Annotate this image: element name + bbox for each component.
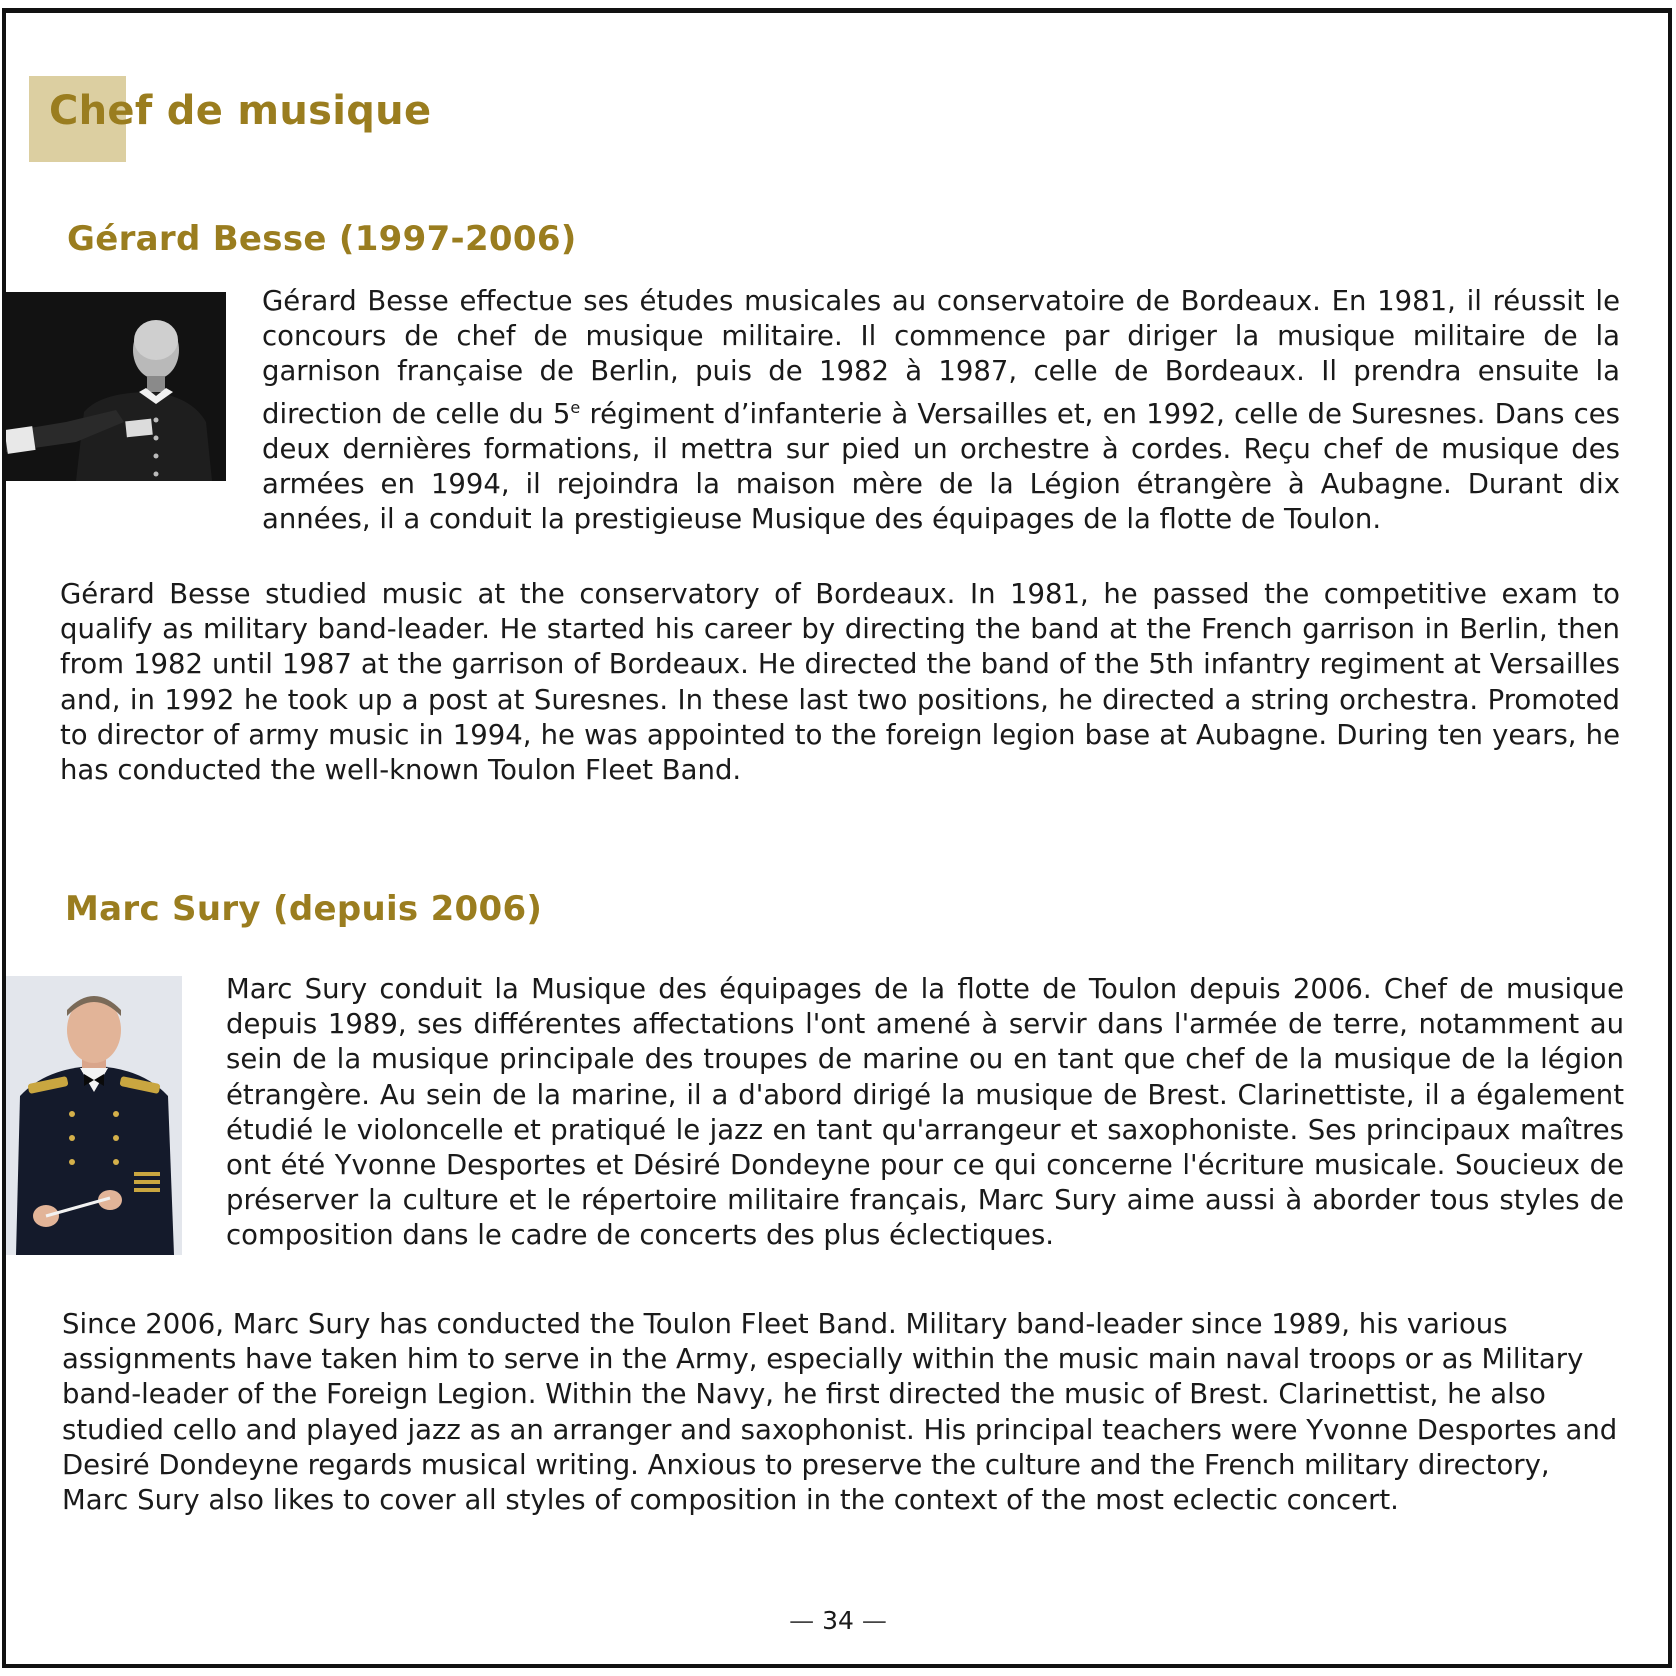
conductor-portrait-icon xyxy=(6,292,226,481)
ordinal-superscript: e xyxy=(570,397,581,417)
sury-portrait-photo xyxy=(6,976,182,1255)
page-number xyxy=(0,1606,1676,1635)
besse-bio-english: Gérard Besse studied music at the conservatory of Bordeaux. In 1981, he passed the competitive exam to qualify as military band-leader. He started his career by directing the band at the French garrison in Berlin, then from 1982 until 1987 at the garrison of Bordeaux. He directed the band of the 5th infantry regiment at Versailles and, in 1992 he took up a post at Suresnes. In these last two positions, he directed a string orchestra. Promoted to director of army music in 1994, he was appointed to the foreign legion base at Aubagne. During ten years, he has conducted the well-known Toulon Fleet Band. xyxy=(60,578,1620,787)
conductor-uniform-portrait-icon xyxy=(6,976,182,1255)
section-heading-besse: Gérard Besse (1997-2006) xyxy=(67,219,577,259)
besse-bio-french-part1: Gérard Besse effectue ses études musicales au conservatoire de Bordeaux. En 1981, il réussit le concours de chef de musique militaire. Il commence par diriger la musique militaire de la garnison française de Berlin, puis de 1982 à 1987, celle de Bordeaux. Il prendra ensuite la direction de celle du 5 xyxy=(262,285,1620,430)
page-number-value: 34 xyxy=(822,1606,854,1635)
besse-bio-french xyxy=(262,284,1620,538)
besse-portrait-photo xyxy=(6,292,226,481)
page-title: Chef de musique xyxy=(49,88,432,134)
besse-bio-french-part2: régiment d’infanterie à Versailles et, en 1992, celle de Suresnes. Dans ces deux dernières formations, il mettra sur pied un orchestre à cordes. Reçu chef de musique des armées en 1994, il rejoindra la maison mère de la Légion étrangère à Aubagne. Durant dix années, il a conduit la prestigieuse Musique des équipages de la flotte de Toulon. xyxy=(262,397,1620,536)
em-dash-left-icon: — xyxy=(789,1606,823,1635)
sury-bio-english: Since 2006, Marc Sury has conducted the Toulon Fleet Band. Military band-leader since 1989, his various assignments have taken him to serve in the Army, especially within the music main naval troops or as Military band-leader of the Foreign Legion. Within the Navy, he first directed the music of Brest. Clarinettist, he also studied cello and played jazz as an arranger and saxophonist. His principal teachers were Yvonne Desportes and Desiré Dondeyne regards musical writing. Anxious to preserve the culture and the French military directory, Marc Sury also likes to cover all styles of composition in the context of the most eclectic concert. xyxy=(62,1308,1618,1517)
sury-bio-french: Marc Sury conduit la Musique des équipages de la flotte de Toulon depuis 2006. Chef de musique depuis 1989, ses différentes affectations l'ont amené à servir dans l'armée de terre, notamment au sein de la musique principale des troupes de marine ou en tant que chef de la musique de la légion étrangère. Au sein de la marine, il a d'abord dirigé la musique de Brest. Clarinettiste, il a également étudié le violoncelle et pratiqué le jazz en tant qu'arrangeur et saxophoniste. Ses principaux maîtres ont été Yvonne Desportes et Désiré Dondeyne pour ce qui concerne l'écriture musicale. Soucieux de préserver la culture et le répertoire militaire français, Marc Sury aime aussi à aborder tous styles de composition dans le cadre de concerts des plus éclectiques. xyxy=(226,973,1624,1252)
em-dash-right-icon: — xyxy=(853,1606,887,1635)
section-heading-sury: Marc Sury (depuis 2006) xyxy=(65,889,543,929)
